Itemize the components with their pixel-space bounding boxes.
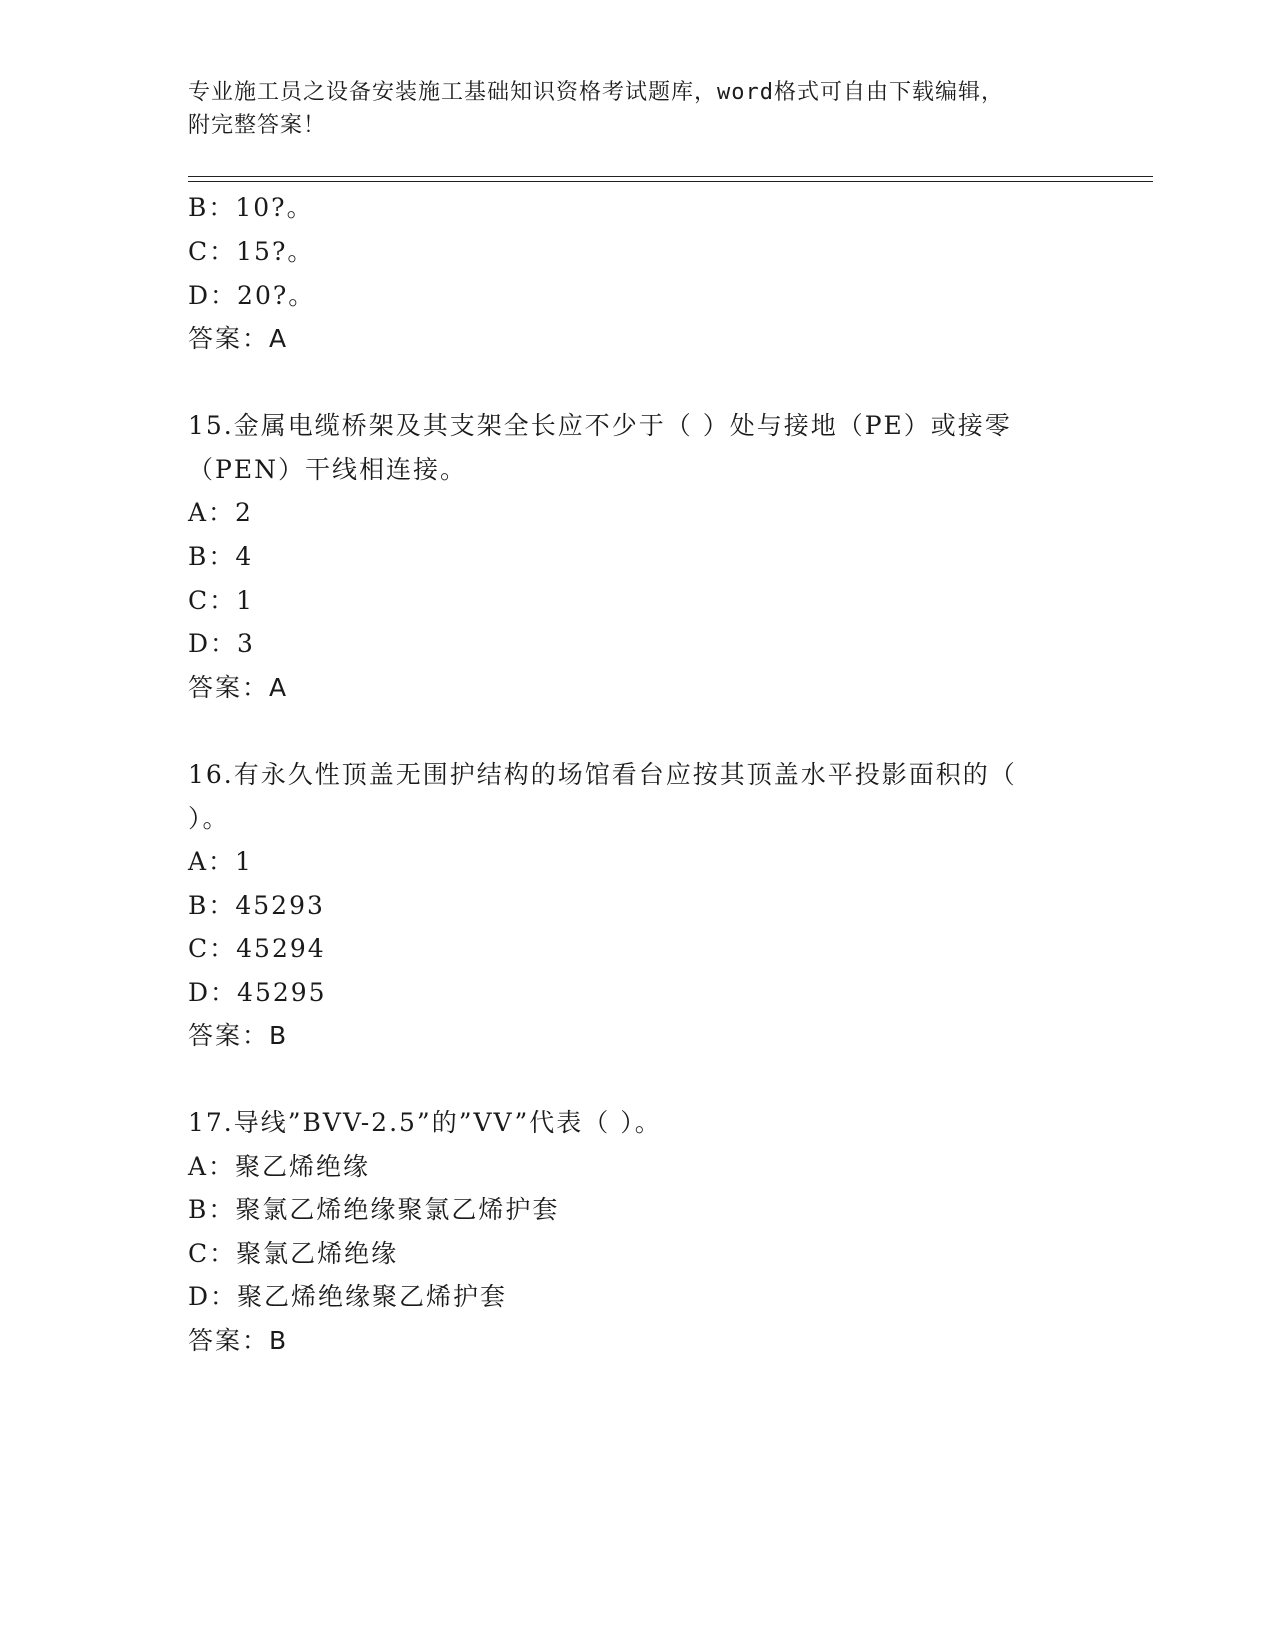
prev-option-c: C：15?。 bbox=[188, 237, 315, 266]
header-divider-bottom bbox=[188, 181, 1153, 182]
q15-option-d: D：3 bbox=[188, 629, 255, 658]
header-divider-top bbox=[188, 176, 1153, 177]
q15-option-c: C：1 bbox=[188, 586, 255, 615]
q15-stem-line-1: 15.金属电缆桥架及其支架全长应不少于（ ）处与接地（PE）或接零 bbox=[188, 411, 1012, 440]
q15-option-b: B：4 bbox=[188, 542, 254, 571]
q17-option-c: C：聚氯乙烯绝缘 bbox=[188, 1239, 399, 1268]
document-header bbox=[188, 76, 1068, 142]
q16-answer: 答案：B bbox=[188, 1021, 289, 1050]
q16-option-b: B：45293 bbox=[188, 891, 325, 920]
q16-stem-line-1: 16.有永久性顶盖无围护结构的场馆看台应按其顶盖水平投影面积的（ bbox=[188, 760, 1017, 789]
q17-option-d: D：聚乙烯绝缘聚乙烯护套 bbox=[188, 1282, 508, 1311]
q15-option-a: A：2 bbox=[188, 498, 253, 527]
q16-option-d: D：45295 bbox=[188, 978, 327, 1007]
q17-option-a: A：聚乙烯绝缘 bbox=[188, 1152, 371, 1181]
prev-option-d: D：20?。 bbox=[188, 281, 316, 310]
q15-stem-line-2: （PEN）干线相连接。 bbox=[188, 455, 467, 484]
q16-option-a: A：1 bbox=[188, 847, 253, 876]
q17-answer: 答案：B bbox=[188, 1326, 289, 1355]
header-title-line-1: 专业施工员之设备安装施工基础知识资格考试题库，word格式可自由下载编辑， bbox=[188, 80, 1004, 105]
prev-answer: 答案：A bbox=[188, 324, 289, 353]
q17-stem-line-1: 17.导线”BVV-2.5”的”VV”代表（ ）。 bbox=[188, 1108, 662, 1137]
header-title-line-2: 附完整答案！ bbox=[188, 113, 327, 138]
q15-answer: 答案：A bbox=[188, 673, 289, 702]
q16-stem-line-2: ）。 bbox=[188, 804, 230, 833]
q17-option-b: B：聚氯乙烯绝缘聚氯乙烯护套 bbox=[188, 1195, 560, 1224]
q16-option-c: C：45294 bbox=[188, 934, 326, 963]
prev-option-b: B：10?。 bbox=[188, 193, 314, 222]
